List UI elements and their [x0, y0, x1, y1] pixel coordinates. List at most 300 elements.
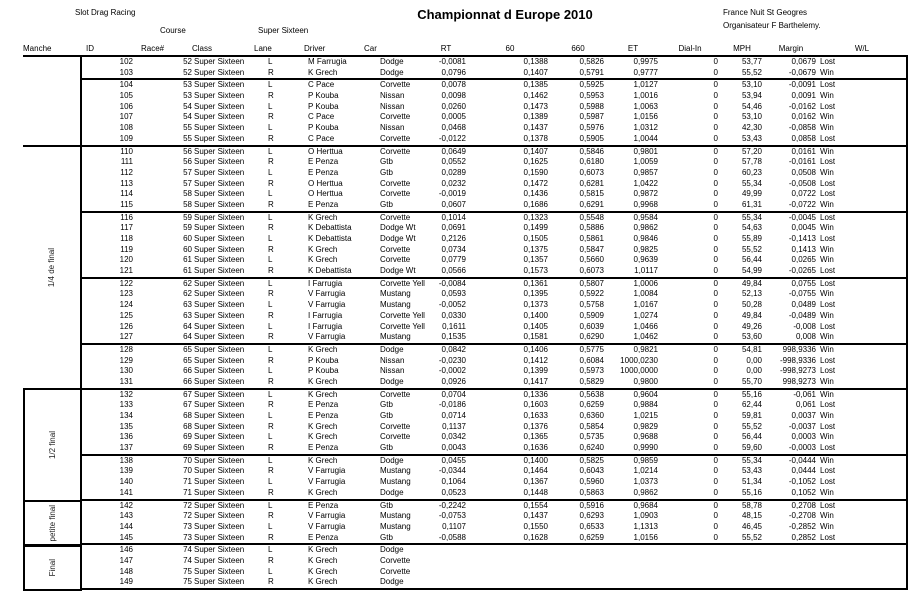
cell-win-loss: Win	[820, 332, 834, 342]
cell-race-number: 53	[183, 80, 192, 90]
cell-660ft: 0,6259	[579, 532, 604, 542]
cell-mph: 53,94	[741, 91, 762, 101]
cell-60ft: 0,1505	[523, 234, 548, 243]
col-manche: Manche	[23, 44, 52, 53]
cell-race-number: 59	[183, 212, 192, 222]
cell-rt: 0,0704	[441, 389, 466, 399]
cell-class: Super Sixteen	[194, 366, 245, 376]
cell-id: 114	[120, 189, 133, 199]
cell-margin: -0,0265	[788, 266, 816, 276]
cell-dial-in	[660, 567, 720, 578]
cell-race-number: 54	[183, 112, 192, 122]
cell-car: Dodge	[380, 344, 404, 354]
cell-class: Super Sixteen	[194, 223, 245, 233]
cell-660ft: 0,5987	[579, 112, 604, 122]
cell-id: 141	[119, 487, 133, 497]
cell-class: Super Sixteen	[194, 389, 245, 399]
cell-mph: 54,81	[741, 344, 762, 354]
cell-60ft: 0,1365	[523, 432, 548, 442]
cell-id: 139	[119, 466, 133, 476]
cell-et: 1,0016	[633, 91, 658, 101]
cell-id: 107	[119, 112, 133, 122]
table-row	[82, 332, 906, 343]
cell-win-loss: Win	[820, 310, 834, 320]
table-row	[82, 511, 906, 522]
cell-margin: 0,1413	[791, 244, 816, 254]
page-title: Championnat d Europe 2010	[417, 7, 593, 22]
cell-660ft	[550, 556, 606, 567]
cell-class: Super Sixteen	[194, 411, 245, 420]
cell-driver: E Penza	[308, 500, 339, 510]
cell-dial-in: 0	[713, 511, 718, 521]
cell-margin: 0,0091	[791, 91, 816, 101]
cell-660ft: 0,5758	[579, 300, 604, 310]
cell-mph: 0,00	[746, 355, 762, 365]
cell-class: Super Sixteen	[194, 432, 245, 442]
race-group	[80, 454, 908, 501]
cell-mph: 55,16	[741, 389, 762, 399]
cell-id: 121	[119, 266, 133, 276]
cell-race-number: 68	[183, 411, 192, 420]
cell-dial-in: 0	[713, 332, 718, 342]
cell-class: Super Sixteen	[194, 234, 245, 243]
event-location: France Nuit St Geogres	[723, 8, 808, 17]
cell-class: Super Sixteen	[194, 577, 245, 587]
table-row	[82, 466, 906, 477]
cell-car: Corvette	[380, 80, 411, 90]
cell-60ft: 0,1472	[523, 178, 548, 188]
cell-driver: E Penza	[308, 199, 339, 209]
cell-car: Nissan	[380, 101, 405, 111]
cell-win-loss: Lost	[820, 278, 836, 288]
table-row	[82, 567, 906, 578]
cell-660ft: 0,6240	[579, 443, 604, 453]
cell-lane: R	[268, 466, 274, 476]
cell-class: Super Sixteen	[194, 566, 245, 576]
cell-win-loss: Win	[820, 344, 834, 354]
cell-660ft: 0,5916	[579, 500, 604, 510]
cell-rt: 0,0232	[441, 178, 466, 188]
cell-mph: 61,31	[741, 199, 762, 209]
cell-driver: K Grech	[308, 344, 338, 354]
cell-win-loss: Win	[820, 455, 834, 465]
cell-60ft: 0,1357	[523, 255, 548, 265]
cell-driver: M Farrugia	[308, 57, 347, 66]
cell-id: 113	[120, 178, 133, 188]
cell-lane: R	[268, 555, 274, 565]
race-group	[80, 78, 908, 146]
cell-et: 1,0373	[633, 477, 658, 487]
cell-et: 0,9857	[633, 167, 658, 177]
cell-driver: C Pace	[308, 112, 335, 122]
cell-margin: 0,0858	[791, 133, 816, 143]
cell-margin: 0,2708	[791, 500, 816, 510]
cell-win-loss: Lost	[820, 400, 836, 410]
cell-rt: 0,0043	[441, 443, 466, 453]
cell-60ft: 0,1603	[523, 400, 548, 410]
cell-driver: K Grech	[308, 212, 338, 222]
cell-rt: -0,0081	[438, 57, 466, 66]
cell-driver: K Grech	[308, 566, 338, 576]
cell-mph: 55,70	[741, 376, 762, 386]
cell-et: 0,9821	[633, 344, 658, 354]
round-label-petite-final: petite final	[23, 500, 82, 547]
cell-et: 1,0903	[633, 511, 658, 521]
cell-car: Corvette	[380, 212, 411, 222]
course-label: Course	[160, 26, 186, 35]
cell-dial-in: 0	[713, 532, 718, 542]
cell-race-number: 72	[183, 511, 192, 521]
cell-class: Super Sixteen	[194, 244, 245, 254]
cell-lane: R	[268, 157, 274, 167]
table-row	[82, 189, 906, 200]
table-row	[82, 134, 906, 145]
cell-dial-in: 0	[713, 80, 718, 90]
table-row	[82, 533, 906, 544]
cell-driver: K Debattista	[308, 223, 352, 233]
cell-et: 1,0274	[633, 310, 658, 320]
cell-mph: 54,63	[741, 223, 762, 233]
cell-60ft: 0,1389	[523, 112, 548, 122]
cell-margin: -0,061	[793, 389, 816, 399]
cell-dial-in: 0	[713, 178, 718, 188]
cell-660ft: 0,6084	[579, 355, 604, 365]
cell-660ft: 0,6039	[579, 321, 604, 331]
cell-660ft: 0,5953	[579, 91, 604, 101]
cell-mph: 49,26	[741, 321, 762, 331]
cell-mph: 53,43	[741, 133, 762, 143]
cell-margin	[764, 577, 818, 588]
cell-mph: 55,52	[741, 532, 762, 542]
cell-dial-in: 0	[713, 146, 718, 156]
cell-dial-in: 0	[713, 101, 718, 111]
cell-margin: 0,0722	[791, 189, 816, 199]
cell-mph	[720, 556, 764, 567]
cell-car: Dodge	[380, 67, 404, 77]
cell-rt: -0,2242	[438, 500, 466, 510]
cell-race-number: 71	[183, 477, 192, 487]
cell-margin: -998,9336	[779, 355, 816, 365]
cell-driver: P Kouba	[308, 366, 339, 376]
cell-660ft: 0,5922	[579, 289, 604, 299]
cell-dial-in: 0	[713, 244, 718, 254]
cell-lane: R	[268, 421, 274, 431]
cell-mph: 49,84	[741, 310, 762, 320]
cell-driver: V Farrugia	[308, 511, 346, 521]
col-id: ID	[86, 44, 94, 53]
cell-mph: 51,34	[741, 477, 762, 487]
table-row	[82, 123, 906, 134]
cell-rt: -0,0186	[438, 400, 466, 410]
cell-60ft	[470, 577, 550, 588]
cell-60ft: 0,1437	[523, 123, 548, 133]
cell-et: 1,0156	[633, 112, 658, 122]
table-row	[82, 390, 906, 401]
table-row	[82, 377, 906, 388]
cell-rt: -0,0588	[438, 532, 466, 542]
cell-race-number: 72	[183, 500, 192, 510]
cell-mph: 49,99	[741, 189, 762, 199]
cell-class: Super Sixteen	[194, 443, 245, 453]
cell-margin: 0,061	[795, 400, 816, 410]
cell-660ft: 0,6291	[579, 199, 604, 209]
cell-class: Super Sixteen	[194, 91, 245, 101]
cell-mph: 60,23	[741, 167, 762, 177]
cell-race-number: 58	[183, 199, 192, 209]
col-rt: RT	[440, 44, 452, 53]
cell-660ft: 0,5775	[579, 344, 604, 354]
cell-dial-in: 0	[713, 57, 718, 66]
cell-race-number: 75	[183, 566, 192, 576]
cell-lane: R	[268, 487, 274, 497]
cell-id: 143	[119, 511, 133, 521]
cell-race-number: 70	[183, 455, 192, 465]
cell-660ft: 0,5909	[579, 310, 604, 320]
cell-car: Dodge	[380, 376, 404, 386]
cell-margin: 0,0755	[791, 278, 816, 288]
cell-lane: R	[268, 310, 274, 320]
cell-lane: R	[268, 355, 274, 365]
cell-rt: 0,0289	[441, 167, 466, 177]
cell-mph: 0,00	[746, 366, 762, 376]
cell-race-number: 52	[183, 57, 192, 66]
cell-dial-in: 0	[713, 466, 718, 476]
cell-rt: 0,0714	[441, 411, 466, 420]
cell-race-number: 62	[183, 289, 192, 299]
cell-lane: L	[268, 255, 273, 265]
cell-rt: 0,0330	[441, 310, 466, 320]
cell-driver: K Grech	[308, 67, 338, 77]
cell-class: Super Sixteen	[194, 189, 245, 199]
cell-60ft: 0,1581	[523, 332, 548, 342]
cell-driver: E Penza	[308, 443, 339, 453]
cell-mph: 55,89	[741, 234, 762, 243]
cell-class: Super Sixteen	[194, 289, 245, 299]
cell-car: Mustang	[380, 332, 411, 342]
cell-dial-in: 0	[713, 310, 718, 320]
cell-car: Gtb	[380, 167, 393, 177]
cell-mph: 62,44	[741, 400, 762, 410]
cell-id: 123	[119, 289, 133, 299]
cell-car: Nissan	[380, 123, 405, 133]
cell-win-loss: Win	[820, 146, 834, 156]
cell-et: 0,9639	[633, 255, 658, 265]
cell-class: Super Sixteen	[194, 511, 245, 521]
cell-lane: L	[268, 321, 273, 331]
cell-margin: -0,0161	[788, 157, 816, 167]
cell-lane: R	[268, 332, 274, 342]
cell-60ft: 0,1361	[523, 278, 548, 288]
cell-driver: V Farrugia	[308, 332, 346, 342]
cell-id: 147	[119, 555, 133, 565]
cell-class: Super Sixteen	[194, 57, 245, 66]
cell-id: 148	[119, 566, 133, 576]
cell-class: Super Sixteen	[194, 266, 245, 276]
table-row	[82, 245, 906, 256]
cell-race-number: 53	[183, 91, 192, 101]
cell-660ft: 0,5925	[579, 80, 604, 90]
cell-rt	[422, 567, 470, 578]
cell-margin	[764, 545, 818, 556]
cell-660ft	[550, 577, 606, 588]
cell-rt: -0,0052	[438, 300, 466, 310]
cell-margin: 0,0508	[791, 167, 816, 177]
table-row	[82, 179, 906, 190]
cell-660ft: 0,6259	[579, 400, 604, 410]
cell-race-number: 69	[183, 443, 192, 453]
cell-driver: P Kouba	[308, 101, 339, 111]
cell-60ft	[470, 567, 550, 578]
cell-id: 137	[119, 443, 133, 453]
cell-et: 0,9862	[633, 487, 658, 497]
cell-id: 124	[119, 300, 133, 310]
cell-race-number: 66	[183, 376, 192, 386]
cell-rt	[422, 545, 470, 556]
cell-60ft	[470, 545, 550, 556]
cell-driver: V Farrugia	[308, 289, 346, 299]
cell-race-number: 69	[183, 432, 192, 442]
cell-et: 1,0422	[633, 178, 658, 188]
table-row	[82, 345, 906, 356]
cell-win-loss: Win	[820, 123, 834, 133]
cell-class: Super Sixteen	[194, 532, 245, 542]
cell-60ft: 0,1554	[523, 500, 548, 510]
cell-rt: 0,0342	[441, 432, 466, 442]
cell-car: Corvette	[380, 244, 411, 254]
cell-60ft: 0,1385	[523, 80, 548, 90]
table-row	[82, 422, 906, 433]
cell-660ft: 0,5846	[579, 146, 604, 156]
table-row	[82, 411, 906, 422]
cell-car: Corvette Yell	[380, 310, 425, 320]
cell-driver: C Pace	[308, 133, 335, 143]
cell-car: Dodge	[380, 455, 404, 465]
cell-car: Dodge Wt	[380, 223, 416, 233]
cell-rt: 0,0468	[441, 123, 466, 133]
cell-class: Super Sixteen	[194, 521, 245, 531]
cell-class: Super Sixteen	[194, 157, 245, 167]
cell-lane: L	[268, 366, 273, 376]
cell-margin: -0,0003	[788, 443, 816, 453]
race-group	[80, 343, 908, 390]
cell-lane: L	[268, 123, 273, 133]
cell-et: 0,9584	[633, 212, 658, 222]
table-row	[82, 57, 906, 68]
cell-660ft: 0,6180	[579, 157, 604, 167]
cell-et: 1,0117	[634, 266, 658, 276]
cell-id: 134	[119, 411, 133, 420]
cell-driver: K Debattista	[308, 266, 352, 276]
cell-driver: K Grech	[308, 432, 338, 442]
cell-et: 1,0084	[633, 289, 658, 299]
cell-id: 145	[119, 532, 133, 542]
cell-60ft: 0,1473	[523, 101, 548, 111]
cell-rt	[422, 577, 470, 588]
cell-car: Gtb	[380, 199, 393, 209]
cell-margin	[764, 567, 818, 578]
cell-60ft: 0,1400	[523, 455, 548, 465]
cell-race-number: 73	[183, 521, 192, 531]
cell-id: 110	[120, 146, 133, 156]
cell-660ft: 0,5960	[579, 477, 604, 487]
race-group	[80, 499, 908, 546]
cell-mph: 55,34	[741, 178, 762, 188]
cell-class: Super Sixteen	[194, 167, 245, 177]
col-class: Class	[192, 44, 213, 53]
cell-lane: L	[268, 521, 273, 531]
cell-car: Corvette Yell	[380, 321, 425, 331]
cell-id: 126	[119, 321, 133, 331]
cell-race-number: 54	[183, 101, 192, 111]
cell-lane: L	[268, 234, 273, 243]
cell-rt: -0,0230	[438, 355, 466, 365]
cell-660ft	[550, 567, 606, 578]
round-label-final: Final	[23, 544, 82, 591]
cell-rt: 0,1014	[441, 212, 466, 222]
cell-car: Corvette Yell	[380, 278, 425, 288]
cell-lane: R	[268, 376, 274, 386]
cell-et: 0,9862	[633, 223, 658, 233]
cell-driver: P Kouba	[308, 123, 339, 133]
cell-rt: 0,0734	[441, 244, 466, 254]
cell-win-loss: Win	[820, 255, 834, 265]
cell-win-loss: Lost	[820, 466, 836, 476]
cell-lane: R	[268, 532, 274, 542]
table-row	[82, 266, 906, 277]
cell-id: 115	[120, 199, 133, 209]
cell-lane: L	[268, 101, 273, 111]
cell-id: 108	[119, 123, 133, 133]
cell-id: 144	[119, 521, 133, 531]
col-race: Race#	[141, 44, 165, 53]
cell-et	[606, 556, 660, 567]
cell-dial-in	[660, 556, 720, 567]
cell-lane: R	[268, 67, 274, 77]
cell-id: 142	[119, 500, 133, 510]
cell-660ft: 0,5825	[579, 455, 604, 465]
cell-dial-in: 0	[713, 212, 718, 222]
cell-660ft: 0,5829	[579, 376, 604, 386]
table-row	[82, 443, 906, 454]
cell-mph: 54,99	[741, 266, 762, 276]
cell-id: 130	[119, 366, 133, 376]
cell-mph: 56,44	[741, 432, 762, 442]
cell-win-loss: Lost	[820, 57, 836, 66]
cell-car: Nissan	[380, 91, 405, 101]
cell-60ft: 0,1499	[523, 223, 548, 233]
cell-class: Super Sixteen	[194, 123, 245, 133]
cell-mph: 56,44	[741, 255, 762, 265]
col-dial-in: Dial-In	[678, 44, 702, 53]
cell-class: Super Sixteen	[194, 278, 245, 288]
cell-dial-in: 0	[713, 477, 718, 487]
cell-win-loss: Win	[820, 244, 834, 254]
cell-et: 1,0462	[633, 332, 658, 342]
cell-id: 119	[120, 244, 133, 254]
cell-mph: 49,84	[741, 278, 762, 288]
cell-et: 0,9825	[633, 244, 658, 254]
cell-60ft: 0,1336	[523, 389, 548, 399]
col-660ft: 660	[571, 44, 585, 53]
cell-margin: 0,008	[795, 332, 816, 342]
cell-win-loss: Lost	[820, 80, 836, 90]
cell-win-loss: Lost	[820, 366, 836, 376]
cell-mph: 48,15	[741, 511, 762, 521]
cell-rt: 0,0078	[441, 80, 466, 90]
cell-race-number: 52	[183, 67, 192, 77]
cell-driver: E Penza	[308, 411, 339, 420]
cell-lane: R	[268, 178, 274, 188]
